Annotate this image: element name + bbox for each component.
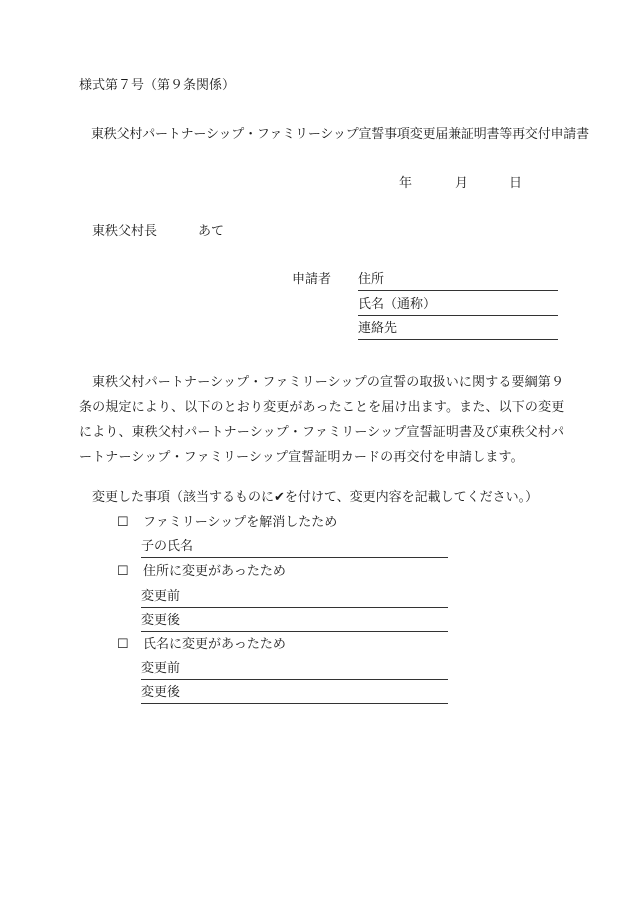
name-before-field[interactable]: [141, 662, 448, 680]
change-item-label: 氏名に変更があったため: [143, 637, 286, 652]
name-before-label: 変更前: [141, 661, 181, 676]
change-item-familyship[interactable]: [117, 516, 337, 529]
addressee-name: 東秩父村長: [92, 224, 158, 239]
name-after-label: 変更後: [141, 685, 181, 700]
child-name-field[interactable]: [141, 540, 448, 558]
date-month-label: 月: [455, 176, 469, 191]
change-item-name[interactable]: [117, 638, 286, 651]
address-before-field[interactable]: [141, 590, 448, 608]
applicant-contact-field[interactable]: [358, 322, 558, 340]
addressee-suffix: あて: [198, 224, 225, 239]
body-paragraph: 東秩父村パートナーシップ・ファミリーシップの宣誓の取扱いに関する要綱第９条の規定により、以下のとおり変更があったことを届け出ます。また、以下の変更により、東秩父村パートナーシップ・ファミリーシップ宣誓証明書及び東秩父村パートナーシップ・ファミリーシップ宣誓証明カードの再交付を申請します。: [79, 375, 565, 465]
applicant-address-label: 住所: [358, 272, 385, 287]
date-day-label: 日: [509, 176, 523, 191]
child-name-label: 子の氏名: [141, 539, 194, 554]
checkbox-icon[interactable]: ☐: [117, 515, 129, 530]
applicant-name-label: 氏名（通称）: [358, 297, 437, 312]
date-year-label: 年: [399, 176, 413, 191]
form-title: 東秩父村パートナーシップ・ファミリーシップ宣誓事項変更届兼証明書等再交付申請書: [91, 127, 589, 142]
address-after-field[interactable]: [141, 614, 448, 632]
changes-heading: 変更した事項（該当するものに✔を付けて、変更内容を記載してください。）: [92, 490, 539, 505]
address-after-label: 変更後: [141, 613, 181, 628]
applicant-name-field[interactable]: [358, 298, 558, 316]
name-after-field[interactable]: [141, 686, 448, 704]
change-item-label: 住所に変更があったため: [143, 564, 286, 579]
applicant-label: 申請者: [292, 272, 332, 287]
applicant-address-field[interactable]: [358, 273, 558, 291]
applicant-contact-label: 連絡先: [358, 321, 398, 336]
form-number: 様式第７号（第９条関係）: [79, 78, 236, 93]
checkbox-icon[interactable]: ☐: [117, 637, 129, 652]
change-item-address[interactable]: [117, 565, 286, 578]
change-item-label: ファミリーシップを解消したため: [143, 515, 338, 530]
address-before-label: 変更前: [141, 589, 181, 604]
checkbox-icon[interactable]: ☐: [117, 564, 129, 579]
